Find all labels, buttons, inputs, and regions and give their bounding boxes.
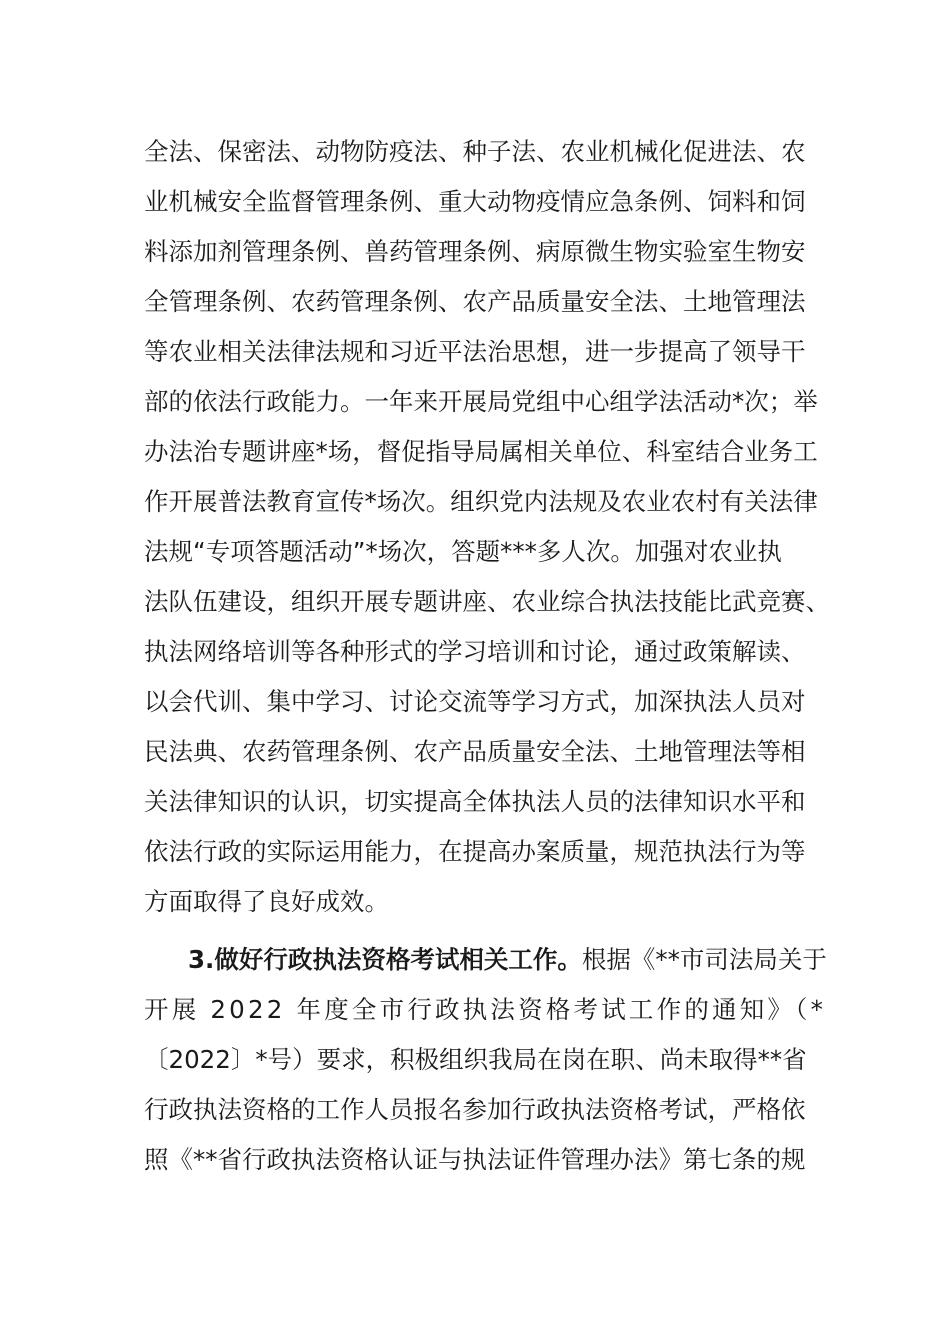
text-line: 全法、保密法、动物防疫法、种子法、农业机械化促进法、农 — [144, 137, 806, 166]
text-line: 方面取得了良好成效。 — [144, 887, 389, 916]
paragraph-exam-work — [144, 935, 827, 1185]
paragraph-law-study — [144, 127, 830, 927]
text-line: 以会代训、集中学习、讨论交流等学习方式，加深执法人员对 — [144, 687, 806, 716]
text-fragment: 根据《**市司法局关于 — [581, 945, 827, 974]
text-line: 关法律知识的认识，切实提高全体执法人员的法律知识水平和 — [144, 787, 806, 816]
text-line: 开展 2022 年度全市行政执法资格考试工作的通知》（* — [144, 995, 827, 1024]
text-line: 行政执法资格的工作人员报名参加行政执法资格考试，严格依 — [144, 1095, 806, 1124]
text-line: 料添加剂管理条例、兽药管理条例、病原微生物实验室生物安 — [144, 237, 806, 266]
text-line: 业机械安全监督管理条例、重大动物疫情应急条例、饲料和饲 — [144, 187, 806, 216]
text-line: 民法典、农药管理条例、农产品质量安全法、土地管理法等相 — [144, 737, 806, 766]
text-line: 依法行政的实际运用能力，在提高办案质量，规范执法行为等 — [144, 837, 806, 866]
text-line: 执法网络培训等各种形式的学习培训和讨论，通过政策解读、 — [144, 637, 806, 666]
text-line: 全管理条例、农药管理条例、农产品质量安全法、土地管理法 — [144, 287, 806, 316]
text-line: 作开展普法教育宣传*场次。组织党内法规及农业农村有关法律 — [144, 487, 818, 516]
first-text-line — [144, 935, 827, 985]
text-line: 法队伍建设，组织开展专题讲座、农业综合执法技能比武竞赛、 — [144, 587, 830, 616]
text-line: 等农业相关法律法规和习近平法治思想，进一步提高了领导干 — [144, 337, 806, 366]
text-line: 〔2022〕*号）要求，积极组织我局在岗在职、尚未取得**省 — [144, 1045, 807, 1074]
text-line: 部的依法行政能力。一年来开展局党组中心组学法活动*次；举 — [144, 387, 818, 416]
text-line: 办法治专题讲座*场，督促指导局属相关单位、科室结合业务工 — [144, 437, 818, 466]
text-line: 照《**省行政执法资格认证与执法证件管理办法》第七条的规 — [144, 1145, 806, 1174]
section-heading: 3.做好行政执法资格考试相关工作。 — [188, 945, 582, 974]
text-line: 法规“专项答题活动”*场次，答题***多人次。加强对农业执 — [144, 537, 782, 566]
